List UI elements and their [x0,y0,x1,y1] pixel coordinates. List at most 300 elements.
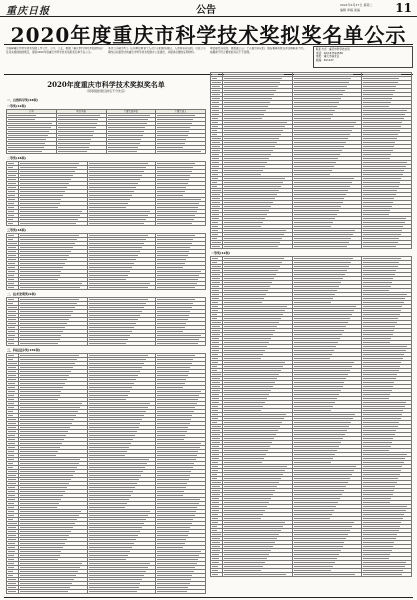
text-line-placeholder [89,243,144,244]
text-line-placeholder [8,283,14,284]
text-line-placeholder [8,363,17,364]
text-line-placeholder [89,331,132,332]
table-cell [292,573,361,577]
text-line-placeholder [294,398,337,399]
text-line-placeholder [8,519,13,520]
text-line-placeholder [8,503,14,504]
text-line-placeholder [89,579,143,580]
text-line-placeholder [363,138,397,139]
text-line-placeholder [224,142,276,143]
text-line-placeholder [294,270,348,271]
text-line-placeholder [89,475,141,476]
text-line-placeholder [212,266,221,267]
text-line-placeholder [212,570,218,571]
text-line-placeholder [363,246,397,247]
section-label: 公告 [196,5,216,16]
text-line-placeholder [89,391,130,392]
text-line-placeholder [363,466,403,467]
text-line-placeholder [212,330,220,331]
text-line-placeholder [212,390,220,391]
text-line-placeholder [294,258,354,259]
table-row [7,590,206,594]
text-line-placeholder [89,163,148,164]
text-line-placeholder [224,174,260,175]
text-line-placeholder [212,302,218,303]
text-line-placeholder [8,555,14,556]
table-cell [56,150,106,154]
text-line-placeholder [294,530,351,531]
text-line-placeholder [8,539,16,540]
award-table [6,297,206,346]
text-line-placeholder [89,167,146,168]
text-line-placeholder [212,166,219,167]
text-line-placeholder [363,186,399,187]
text-line-placeholder [212,134,217,135]
text-line-placeholder [20,419,74,420]
text-line-placeholder [8,163,14,164]
text-line-placeholder [224,82,280,83]
text-line-placeholder [89,423,141,424]
text-line-placeholder [294,166,334,167]
left-column [6,96,206,596]
text-line-placeholder [157,555,199,556]
text-line-placeholder [363,82,398,83]
text-line-placeholder [20,551,61,552]
text-line-placeholder [157,483,187,484]
text-line-placeholder [212,214,219,215]
text-line-placeholder [224,338,270,339]
text-line-placeholder [89,563,151,564]
text-line-placeholder [224,294,266,295]
text-line-placeholder [224,94,274,95]
text-line-placeholder [294,554,339,555]
text-line-placeholder [294,474,352,475]
award-table [6,109,206,154]
text-line-placeholder [294,350,334,351]
text-line-placeholder [8,331,15,332]
text-line-placeholder [224,290,268,291]
text-line-placeholder [8,459,14,460]
text-line-placeholder [8,423,16,424]
text-line-placeholder [8,575,13,576]
text-line-placeholder [294,506,336,507]
text-line-placeholder [294,230,356,231]
page-number: 11 [395,1,412,15]
text-line-placeholder [8,471,17,472]
text-line-placeholder [363,458,406,459]
text-line-placeholder [224,418,284,419]
text-line-placeholder [212,566,218,567]
text-line-placeholder [212,402,219,403]
text-line-placeholder [224,386,273,387]
text-line-placeholder [89,511,150,512]
text-line-placeholder [20,191,65,192]
text-line-placeholder [212,230,218,231]
text-line-placeholder [89,519,146,520]
text-line-placeholder [89,495,132,496]
text-line-placeholder [294,414,356,415]
text-line-placeholder [108,143,140,144]
text-line-placeholder [20,379,67,380]
text-line-placeholder [212,146,220,147]
text-line-placeholder [363,406,405,407]
text-line-placeholder [294,402,335,403]
text-line-placeholder [212,478,217,479]
text-line-placeholder [224,118,262,119]
text-line-placeholder [157,331,183,332]
text-line-placeholder [224,286,270,287]
text-line-placeholder [20,555,59,556]
text-line-placeholder [212,286,219,287]
list-subtitle: （同等级按项目排名不分先后） [84,89,127,93]
text-line-placeholder [89,427,139,428]
text-line-placeholder [294,202,343,203]
text-line-placeholder [363,442,392,443]
text-line-placeholder [224,122,286,123]
text-line-placeholder [224,130,282,131]
text-line-placeholder [8,467,13,468]
text-line-placeholder [8,455,14,456]
table-cell [19,286,88,290]
text-line-placeholder [157,411,193,412]
text-line-placeholder [224,454,266,455]
text-line-placeholder [157,263,185,264]
text-line-placeholder [363,210,390,211]
text-line-placeholder [363,546,393,547]
text-line-placeholder [212,258,218,259]
text-line-placeholder [89,567,149,568]
text-line-placeholder [212,238,217,239]
text-line-placeholder [157,503,199,504]
text-line-placeholder [20,395,59,396]
text-line-placeholder [294,306,356,307]
text-line-placeholder [224,306,286,307]
text-line-placeholder [363,190,398,191]
text-line-placeholder [108,139,142,140]
table-cell [361,573,411,577]
text-line-placeholder [212,110,219,111]
text-line-placeholder [212,122,218,123]
text-line-placeholder [363,438,394,439]
text-line-placeholder [157,559,198,560]
text-line-placeholder [224,222,263,223]
text-line-placeholder [363,298,406,299]
text-line-placeholder [157,247,190,248]
text-line-placeholder [8,531,16,532]
text-line-placeholder [294,274,346,275]
text-line-placeholder [363,234,401,235]
text-line-placeholder [224,378,277,379]
text-line-placeholder [294,198,345,199]
text-line-placeholder [89,287,149,288]
text-line-placeholder [212,394,219,395]
text-line-placeholder [363,306,403,307]
text-line-placeholder [8,435,15,436]
text-line-placeholder [294,342,338,343]
text-line-placeholder [294,298,334,299]
text-line-placeholder [294,386,343,387]
text-line-placeholder [157,355,194,356]
text-line-placeholder [224,446,270,447]
text-line-placeholder [20,323,67,324]
text-line-placeholder [212,114,219,115]
table-cell [87,286,156,290]
text-line-placeholder [157,303,193,304]
text-line-placeholder [212,514,218,515]
text-line-placeholder [157,491,184,492]
text-line-placeholder [363,154,391,155]
text-line-placeholder [363,402,406,403]
text-line-placeholder [212,274,220,275]
text-line-placeholder [8,535,16,536]
text-line-placeholder [294,262,352,263]
text-line-placeholder [294,514,332,515]
text-line-placeholder [89,223,145,224]
text-line-placeholder [20,359,77,360]
text-line-placeholder [294,82,350,83]
text-line-placeholder [8,123,52,124]
text-line-placeholder [294,358,330,359]
text-line-placeholder [212,74,218,75]
text-line-placeholder [363,538,396,539]
text-line-placeholder [8,239,13,240]
text-line-placeholder [294,570,331,571]
text-line-placeholder [224,542,275,543]
text-line-placeholder [294,222,333,223]
text-line-placeholder [157,211,196,212]
text-line-placeholder [20,579,74,580]
text-line-placeholder [157,179,189,180]
text-line-placeholder [20,511,81,512]
text-line-placeholder [363,302,404,303]
text-line-placeholder [157,307,192,308]
text-line-placeholder [20,267,63,268]
text-line-placeholder [294,114,334,115]
text-line-placeholder [8,507,14,508]
text-line-placeholder [157,579,191,580]
text-line-placeholder [224,406,263,407]
text-line-placeholder [363,130,400,131]
text-line-placeholder [89,523,144,524]
text-line-placeholder [294,394,339,395]
text-line-placeholder [294,454,336,455]
text-line-placeholder [363,470,401,471]
text-line-placeholder [294,302,332,303]
section-heading: 二等奖(18项) [7,156,26,160]
text-line-placeholder [294,186,351,187]
text-line-placeholder [157,471,191,472]
text-line-placeholder [224,114,264,115]
text-line-placeholder [8,375,16,376]
text-line-placeholder [8,367,16,368]
text-line-placeholder [157,419,191,420]
text-line-placeholder [20,483,68,484]
text-line-placeholder [20,487,67,488]
text-line-placeholder [8,183,16,184]
text-line-placeholder [157,235,194,236]
text-line-placeholder [294,142,346,143]
text-line-placeholder [8,427,16,428]
text-line-placeholder [224,518,260,519]
text-line-placeholder [363,286,391,287]
text-line-placeholder [294,542,345,543]
text-line-placeholder [8,179,16,180]
text-line-placeholder [89,187,136,188]
text-line-placeholder [212,282,220,283]
text-line-placeholder [157,507,197,508]
text-line-placeholder [8,271,15,272]
text-line-placeholder [224,258,284,259]
text-line-placeholder [157,343,198,344]
text-line-placeholder [224,302,262,303]
text-line-placeholder [20,463,78,464]
text-line-placeholder [294,562,335,563]
text-line-placeholder [363,218,406,219]
text-line-placeholder [363,182,400,183]
section-heading: 一等奖(12项) [211,251,230,255]
text-line-placeholder [363,74,401,75]
text-line-placeholder [89,527,142,528]
text-line-placeholder [157,191,185,192]
text-line-placeholder [224,282,272,283]
text-line-placeholder [89,515,148,516]
text-line-placeholder [157,195,183,196]
text-line-placeholder [20,523,75,524]
text-line-placeholder [20,375,69,376]
text-line-placeholder [20,235,79,236]
text-line-placeholder [8,523,17,524]
text-line-placeholder [89,303,146,304]
text-line-placeholder [212,82,221,83]
text-line-placeholder [8,243,17,244]
text-line-placeholder [224,90,276,91]
text-line-placeholder [363,110,407,111]
text-line-placeholder [8,319,16,320]
text-line-placeholder [8,199,15,200]
text-line-placeholder [363,354,405,355]
text-line-placeholder [212,262,217,263]
text-line-placeholder [363,310,401,311]
text-line-placeholder [363,326,396,327]
text-line-placeholder [212,342,219,343]
text-line-placeholder [363,490,394,491]
text-line-placeholder [294,246,348,247]
text-line-placeholder [20,503,59,504]
text-line-placeholder [157,591,186,592]
text-line-placeholder [224,262,282,263]
text-line-placeholder [89,583,141,584]
text-line-placeholder [89,539,136,540]
text-line-placeholder [8,247,16,248]
text-line-placeholder [20,495,63,496]
text-line-placeholder [294,150,342,151]
text-line-placeholder [157,543,185,544]
text-line-placeholder [20,467,76,468]
text-line-placeholder [294,470,354,471]
text-line-placeholder [157,363,192,364]
text-line-placeholder [224,106,268,107]
text-line-placeholder [157,187,186,188]
text-line-placeholder [20,203,59,204]
text-line-placeholder [363,202,393,203]
text-line-placeholder [89,271,130,272]
text-line-placeholder [363,242,398,243]
text-line-placeholder [224,350,264,351]
text-line-placeholder [363,522,402,523]
text-line-placeholder [89,571,147,572]
table-cell [211,245,223,249]
text-line-placeholder [212,538,220,539]
text-line-placeholder [363,374,398,375]
text-line-placeholder [8,411,13,412]
text-line-placeholder [294,490,344,491]
text-line-placeholder [89,175,142,176]
text-line-placeholder [294,370,351,371]
text-line-placeholder [20,331,63,332]
text-line-placeholder [363,474,400,475]
text-line-placeholder [20,391,61,392]
text-line-placeholder [20,247,73,248]
text-line-placeholder [363,90,395,91]
text-line-placeholder [212,98,220,99]
text-line-placeholder [157,571,193,572]
text-line-placeholder [294,434,346,435]
text-line-placeholder [20,559,57,560]
text-line-placeholder [294,330,344,331]
text-line-placeholder [157,495,183,496]
text-line-placeholder [212,374,221,375]
text-line-placeholder [8,451,14,452]
text-line-placeholder [89,247,142,248]
text-line-placeholder [294,154,340,155]
text-line-placeholder [363,226,404,227]
text-line-placeholder [20,343,57,344]
text-line-placeholder [157,475,190,476]
text-line-placeholder [212,294,219,295]
text-line-placeholder [8,279,14,280]
text-line-placeholder [224,326,276,327]
text-line-placeholder [363,146,394,147]
text-line-placeholder [294,522,355,523]
text-line-placeholder [20,355,79,356]
text-line-placeholder [294,238,352,239]
text-line-placeholder [108,127,146,128]
text-line-placeholder [8,219,13,220]
text-line-placeholder [58,151,87,152]
text-line-placeholder [20,527,73,528]
text-line-placeholder [8,323,16,324]
text-line-placeholder [294,410,331,411]
text-line-placeholder [157,143,185,144]
text-line-placeholder [89,255,138,256]
text-line-placeholder [294,422,352,423]
text-line-placeholder [294,242,350,243]
text-line-placeholder [363,530,399,531]
text-line-placeholder [212,426,221,427]
text-line-placeholder [212,198,220,199]
table-row [211,573,412,577]
text-line-placeholder [157,551,200,552]
text-line-placeholder [20,387,63,388]
section-heading: 一、自然科学奖(48项) [7,98,38,102]
text-line-placeholder [20,339,59,340]
text-line-placeholder [224,510,264,511]
text-line-placeholder [224,414,286,415]
text-line-placeholder [89,435,135,436]
text-line-placeholder [224,170,262,171]
text-line-placeholder [212,486,220,487]
text-line-placeholder [294,146,344,147]
